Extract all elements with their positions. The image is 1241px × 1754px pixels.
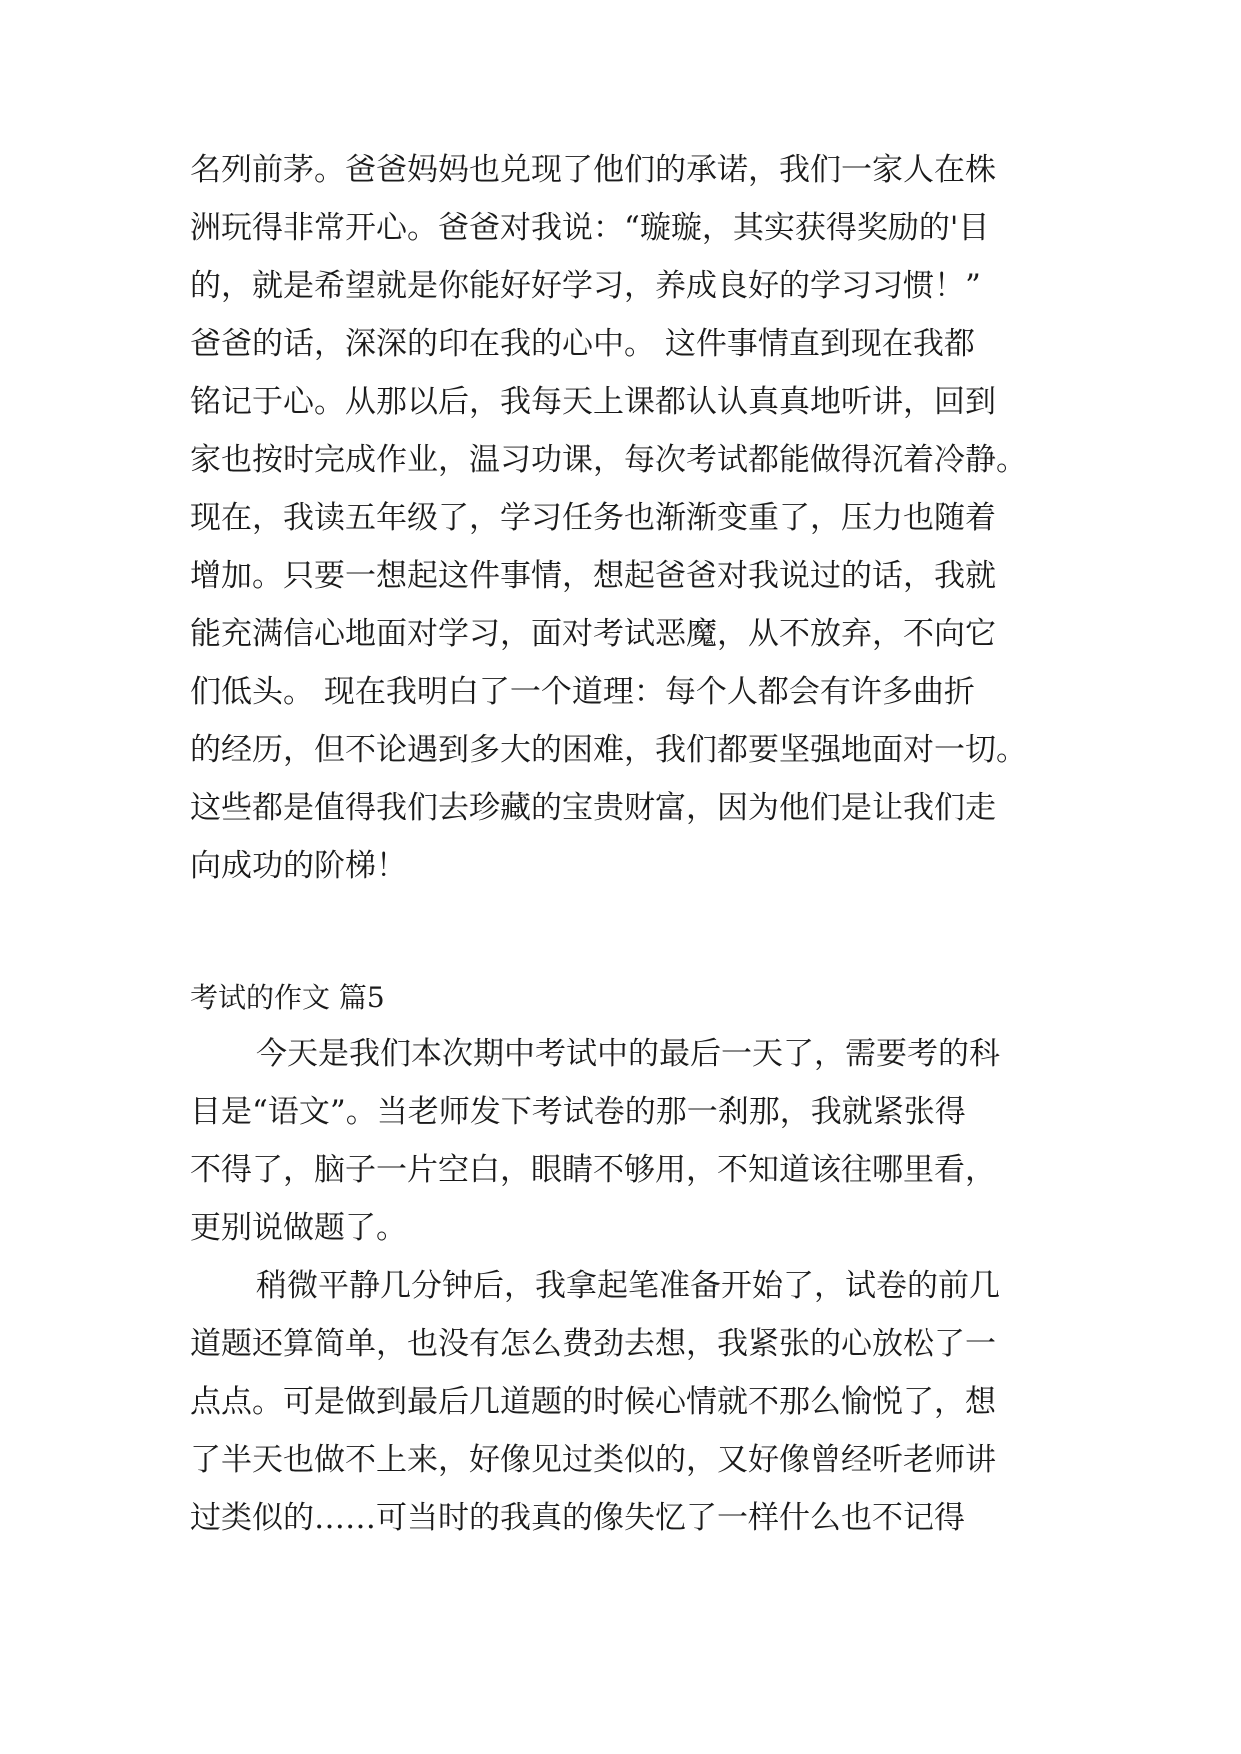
paragraph-first-line: 稍微平静几分钟后，我拿起笔准备开始了，试卷的前几 (256, 1268, 1000, 1304)
text-line: 爸爸的话，深深的印在我的心中。 这件事情直到现在我都 (190, 326, 975, 362)
text-line: 的经历，但不论遇到多大的困难，我们都要坚强地面对一切。 (190, 732, 1027, 768)
text-line: 向成功的阶梯！ (190, 848, 407, 884)
text-line: 现在，我读五年级了，学习任务也渐渐变重了，压力也随着 (190, 500, 996, 536)
text-line: 点点。可是做到最后几道题的时候心情就不那么愉悦了，想 (190, 1384, 996, 1420)
text-line: 道题还算简单，也没有怎么费劲去想，我紧张的心放松了一 (190, 1326, 996, 1362)
text-line: 这些都是值得我们去珍藏的宝贵财富，因为他们是让我们走 (190, 790, 996, 826)
text-line: 家也按时完成作业，温习功课，每次考试都能做得沉着冷静。 (190, 442, 1027, 478)
text-line: 洲玩得非常开心。爸爸对我说：“璇璇，其实获得奖励的'目 (190, 210, 990, 246)
text-line: 了半天也做不上来，好像见过类似的，又好像曾经听老师讲 (190, 1442, 996, 1478)
text-line: 能充满信心地面对学习，面对考试恶魔，从不放弃，不向它 (190, 616, 996, 652)
text-line: 铭记于心。从那以后，我每天上课都认认真真地听讲，回到 (190, 384, 996, 420)
text-line: 过类似的……可当时的我真的像失忆了一样什么也不记得 (190, 1500, 965, 1536)
text-line: 目是“语文”。当老师发下考试卷的那一刹那，我就紧张得 (190, 1094, 966, 1130)
text-line: 增加。只要一想起这件事情，想起爸爸对我说过的话，我就 (190, 558, 996, 594)
text-line: 更别说做题了。 (190, 1210, 407, 1246)
text-line: 们低头。 现在我明白了一个道理：每个人都会有许多曲折 (190, 674, 975, 710)
text-line: 的，就是希望就是你能好好学习，养成良好的学习习惯！” (190, 268, 981, 304)
section-heading: 考试的作文 篇5 (190, 981, 385, 1014)
text-line: 名列前茅。爸爸妈妈也兑现了他们的承诺，我们一家人在株 (190, 152, 996, 188)
paragraph-first-line: 今天是我们本次期中考试中的最后一天了，需要考的科 (256, 1036, 1000, 1072)
text-line: 不得了，脑子一片空白，眼睛不够用，不知道该往哪里看， (190, 1152, 996, 1188)
